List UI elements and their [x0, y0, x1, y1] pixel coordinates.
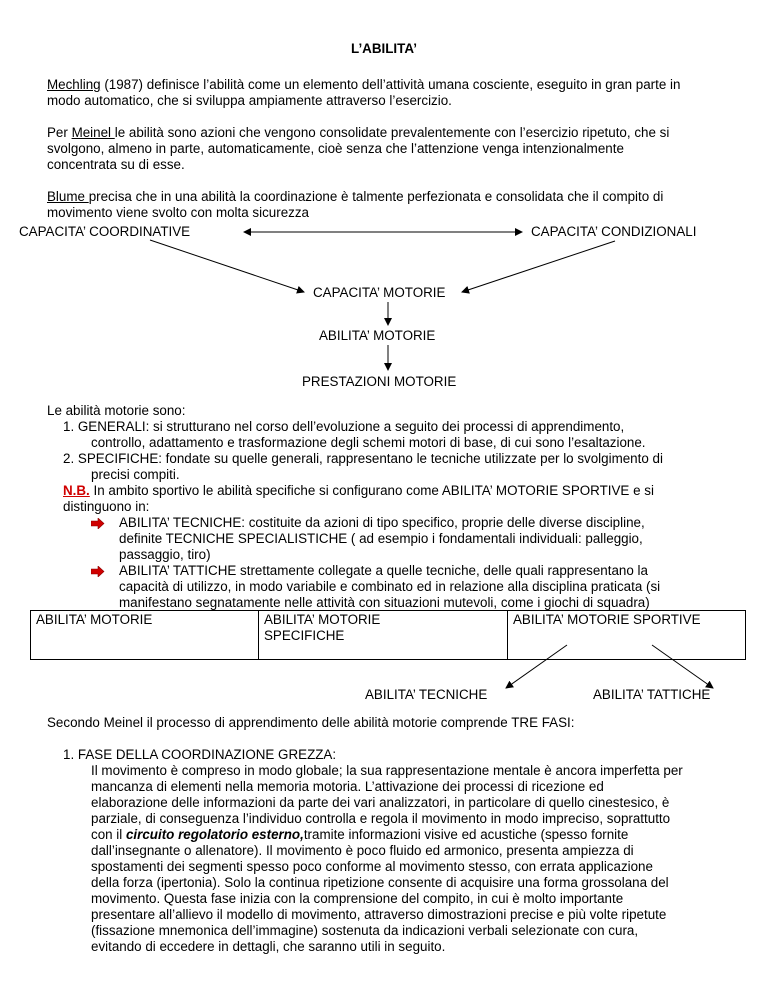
abilita-table: [30, 610, 746, 660]
meinel-line: spostamenti dei segmenti spesso poco conforme al movimento stesso, con errata applicazione: [91, 859, 653, 874]
emphasis-circuito: circuito regolatorio esterno,: [125, 827, 304, 842]
bullet-tecniche-line1: ABILITA’ TECNICHE: costituite da azioni di tipo specifico, proprie delle diverse discipline,: [119, 515, 645, 530]
red-arrow-bullet-icon: [91, 566, 105, 577]
paragraph-blume-line2: movimento viene svolto con molta sicurezza: [47, 205, 309, 220]
text: In ambito sportivo le abilità specifiche si configurano come ABILITA’ MOTORIE SPORTIVE e si: [89, 483, 654, 498]
text: tramite informazioni visive ed acustiche (spesso fornite: [303, 827, 629, 842]
meinel-heading: 1. FASE DELLA COORDINAZIONE GREZZA:: [63, 747, 337, 762]
diagram-node-prestazioni: PRESTAZIONI MOTORIE: [302, 374, 457, 389]
arrow-right-to-center: [462, 241, 615, 292]
meinel-line: mancanza di elementi nella memoria motoria. L’attivazione dei processi di ricezione ed: [91, 779, 604, 794]
meinel-line: della forza (ipertonia). Solo la continua ripetizione consente di acquisire una forma grossolana del: [91, 875, 669, 890]
meinel-line: (fissazione mnemonica dell’immagine) sostenuta da indicazioni verbali selezionate con cura,: [91, 923, 639, 938]
nb-line1: [63, 483, 654, 499]
paragraph-meinel-line3: concentrata su di esse.: [47, 157, 185, 172]
table-cell-gap: [487, 611, 508, 660]
diagram-node-coordinative: CAPACITA’ COORDINATIVE: [19, 224, 191, 239]
diagram-node-abilita-motorie: ABILITA’ MOTORIE: [319, 328, 436, 343]
page-title: L’ABILITA’: [351, 41, 417, 56]
paragraph-meinel-line2: svolgono, almeno in parte, automaticamente, cioè senza che l’attenzione venga intenzionalmente: [47, 141, 624, 156]
table-cell: ABILITA’ MOTORIE SPORTIVE: [508, 611, 746, 660]
meinel-line: evitando di eccedere in dettagli, che saranno utili in seguito.: [91, 939, 446, 954]
arrow-left-to-center: [150, 240, 304, 292]
meinel-line: parziale, di conseguenza l’individuo controlla e regola il movimento in modo impreciso, soprattutto: [91, 811, 671, 826]
table-cell: [259, 611, 488, 660]
text: precisa che in una abilità la coordinazione è talmente perfezionata e consolidata che il compito di: [88, 189, 664, 204]
list-intro: Le abilità motorie sono:: [47, 403, 186, 418]
meinel-line: Il movimento è compreso in modo globale; la sua rappresentazione mentale è ancora imperfetta per: [91, 763, 683, 778]
diagram2-node-tattiche: ABILITA’ TATTICHE: [593, 687, 711, 702]
bullet-tattiche-line1: ABILITA’ TATTICHE strettamente collegate a quelle tecniche, delle quali rappresentano la: [119, 563, 648, 578]
bullet-tattiche-line3: manifestano segnatamente nelle attività con situazioni mutevoli, come i giochi di squadra): [119, 595, 650, 610]
text: le abilità sono azioni che vengono consolidate prevalentemente con l’esercizio ripetuto, che si: [114, 125, 670, 140]
text: con il: [91, 827, 126, 842]
author-blume: Blume: [47, 189, 89, 204]
author-meinel: Meinel: [71, 125, 115, 140]
meinel-line: dall’insegnante o allenatore). Il movimento è poco fluido ed armonico, presenta ampiezza di: [91, 843, 634, 858]
meinel-line: [91, 827, 628, 843]
text: (1987) definisce l’abilità come un elemento dell’attività umana cosciente, eseguito in gran parte in: [100, 77, 681, 92]
table-row: [31, 611, 746, 660]
red-arrow-bullet-icon: [91, 518, 105, 529]
list-item-2-line2: precisi compiti.: [91, 467, 180, 482]
text: Per: [47, 125, 72, 140]
paragraph-mechling-line2: modo automatico, che si sviluppa ampiamente attraverso l’esercizio.: [47, 93, 452, 108]
list-item-2-line1: 2. SPECIFICHE: fondate su quelle generali, rappresentano le tecniche utilizzate per lo svolgimento di: [63, 451, 663, 466]
nb-label: N.B.: [63, 483, 90, 498]
meinel-line: elaborazione delle informazioni da parte dei vari analizzatori, in particolare di quello cinestesico, è: [91, 795, 670, 810]
author-mechling: Mechling: [47, 77, 101, 92]
text: ABILITA’ MOTORIE: [264, 612, 381, 627]
meinel-line: presentare all’allievo il modello di movimento, attraverso dimostrazioni precise e più volte ripetute: [91, 907, 667, 922]
table-cell: ABILITA’ MOTORIE: [31, 611, 259, 660]
nb-line2: distinguono in:: [63, 499, 150, 514]
bullet-tecniche-line3: passaggio, tiro): [119, 547, 211, 562]
meinel-line: movimento. Questa fase inizia con la comprensione del compito, in cui è molto importante: [91, 891, 624, 906]
bullet-tattiche-line2: capacità di utilizzo, in modo variabile e combinato ed in relazione alla disciplina praticata (si: [119, 579, 661, 594]
diagram-node-condizionali: CAPACITA’ CONDIZIONALI: [531, 224, 697, 239]
diagram-node-capacita-motorie: CAPACITA’ MOTORIE: [313, 285, 446, 300]
meinel-intro: Secondo Meinel il processo di apprendimento delle abilità motorie comprende TRE FASI:: [47, 715, 575, 730]
list-item-1-line1: 1. GENERALI: si strutturano nel corso dell’evoluzione a seguito dei processi di apprendimento,: [63, 419, 625, 434]
list-item-1-line2: controllo, adattamento e trasformazione degli schemi motori di base, di cui sono l’esaltazione.: [91, 435, 646, 450]
bullet-tecniche-line2: definite TECNICHE SPECIALISTICHE ( ad esempio i fondamentali individuali: palleggio,: [119, 531, 643, 546]
diagram2-node-tecniche: ABILITA’ TECNICHE: [365, 687, 488, 702]
text: SPECIFICHE: [264, 628, 345, 643]
